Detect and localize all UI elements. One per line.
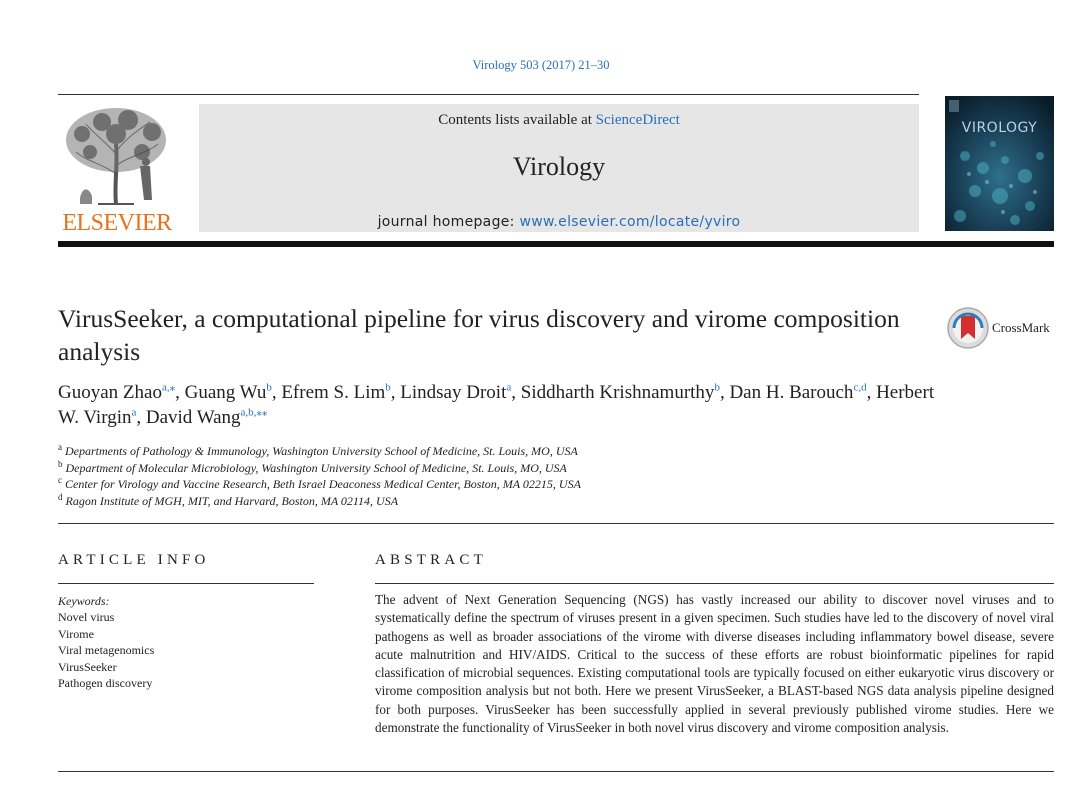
affiliation-key: b [58,458,63,469]
author-affiliation-marker[interactable]: c,d [853,381,867,394]
affiliation-key: c [58,475,62,485]
abstract-bottom-rule [58,771,1054,772]
affiliation-text: Departments of Pathology & Immunology, Washington University School of Medicine, St. Louis, MO, USA [65,444,578,458]
journal-homepage-line [199,214,919,230]
elsevier-wordmark: ELSEVIER [62,210,172,236]
homepage-prefix: journal homepage: [377,214,520,230]
sciencedirect-link[interactable]: ScienceDirect [595,112,680,128]
affiliation-text: Center for Virology and Vaccine Research, Beth Israel Deaconess Medical Center, Boston, MA 02215, USA [65,477,581,491]
affiliation-item [58,476,958,493]
author-affiliation-marker[interactable]: a,b,⁎⁎ [240,406,268,419]
author-affiliation-marker[interactable]: b [385,381,391,394]
author-name[interactable]: Siddharth Krishnamurthy [520,382,715,403]
abstract-text: The advent of Next Generation Sequencing (NGS) has vastly increased our ability to discover novel viruses and to systematically define the spectrum of viruses present in a given specimen. Such studies have led to the discovery of novel viral pathogens as well as broader associations of the virome with diverse diseases including inflammatory bowel disease, severe acute malnutrition and HIV/AIDS. Critical to the success of these efforts are robust bioinformatic pipelines for rapid classification of microbial sequences. Existing computational tools are typically focused on either eukaryotic virus discovery or virome composition analysis but not both. Here we present VirusSeeker, a BLAST-based NGS data analysis pipeline designed for both purposes. VirusSeeker has been successfully applied in several previously published virome studies. Here we demonstrate the functionality of VirusSeeker in both novel virus discovery and virome composition analysis. [375,592,1054,736]
author-name[interactable]: Dan H. Barouch [729,382,854,403]
keywords-label: Keywords: [58,594,110,608]
author-list [58,380,938,430]
keyword-item: Viral metagenomics [58,643,155,658]
author-separator: , [136,407,146,428]
contents-prefix: Contents lists available at [438,112,596,128]
article-info-heading: ARTICLE INFO [58,552,210,568]
front-matter-rule [58,523,1054,524]
author-affiliation-marker[interactable]: b [714,381,720,394]
contents-line [199,112,919,129]
journal-name: Virology [512,152,606,181]
author-name[interactable]: Guang Wu [184,382,267,403]
affiliation-item [58,443,958,460]
keywords-list [58,609,314,691]
author-affiliation-marker[interactable]: a [131,406,137,419]
author-affiliation-marker[interactable]: a [506,381,512,394]
author-affiliation-marker[interactable]: b [266,381,272,394]
abstract-rule [375,583,1054,584]
affiliation-list [58,443,958,509]
author-separator: , [866,382,877,403]
affiliation-key: d [58,491,63,502]
journal-cover-image[interactable] [945,96,1054,231]
author-name[interactable]: Herbert W. Virgin [58,382,935,428]
cover-journal-title: VIROLOGY [961,120,1038,136]
keywords-block [58,593,314,691]
journal-header-banner [199,104,919,232]
affiliation-text: Ragon Institute of MGH, MIT, and Harvard, Boston, MA 02114, USA [65,493,399,508]
author-separator: , [175,382,185,403]
keyword-item: VirusSeeker [58,659,117,674]
journal-homepage-link[interactable]: www.elsevier.com/locate/yviro [519,214,741,230]
author-name[interactable]: David Wang [145,407,241,428]
header-top-rule [58,94,919,95]
author-name[interactable]: Guoyan Zhao [58,382,162,403]
article-title: VirusSeeker, a computational pipeline for virus discovery and virome composition analysis [58,304,900,366]
author-name[interactable]: Efrem S. Lim [281,382,386,403]
affiliation-text: Department of Molecular Microbiology, Washington University School of Medicine, St. Louis, MO, USA [65,460,567,475]
keyword-item: Pathogen discovery [58,676,153,691]
author-separator: , [511,382,521,403]
author-separator: , [390,382,401,403]
keyword-item: Virome [58,626,94,641]
affiliation-item [58,493,958,510]
author-separator: , [719,382,730,403]
abstract-heading: ABSTRACT [375,552,487,568]
journal-citation-link[interactable]: Virology 503 (2017) 21–30 [472,58,610,72]
header-bottom-thick-rule [58,241,1054,247]
affiliation-item [58,460,958,477]
affiliation-key: a [58,442,62,452]
crossmark-label[interactable]: CrossMark [992,320,1050,335]
author-separator: , [271,382,282,403]
article-info-rule [58,583,314,584]
author-affiliation-marker[interactable]: a,⁎ [161,381,176,394]
keyword-item: Novel virus [58,610,115,625]
author-name[interactable]: Lindsay Droit [400,382,507,403]
